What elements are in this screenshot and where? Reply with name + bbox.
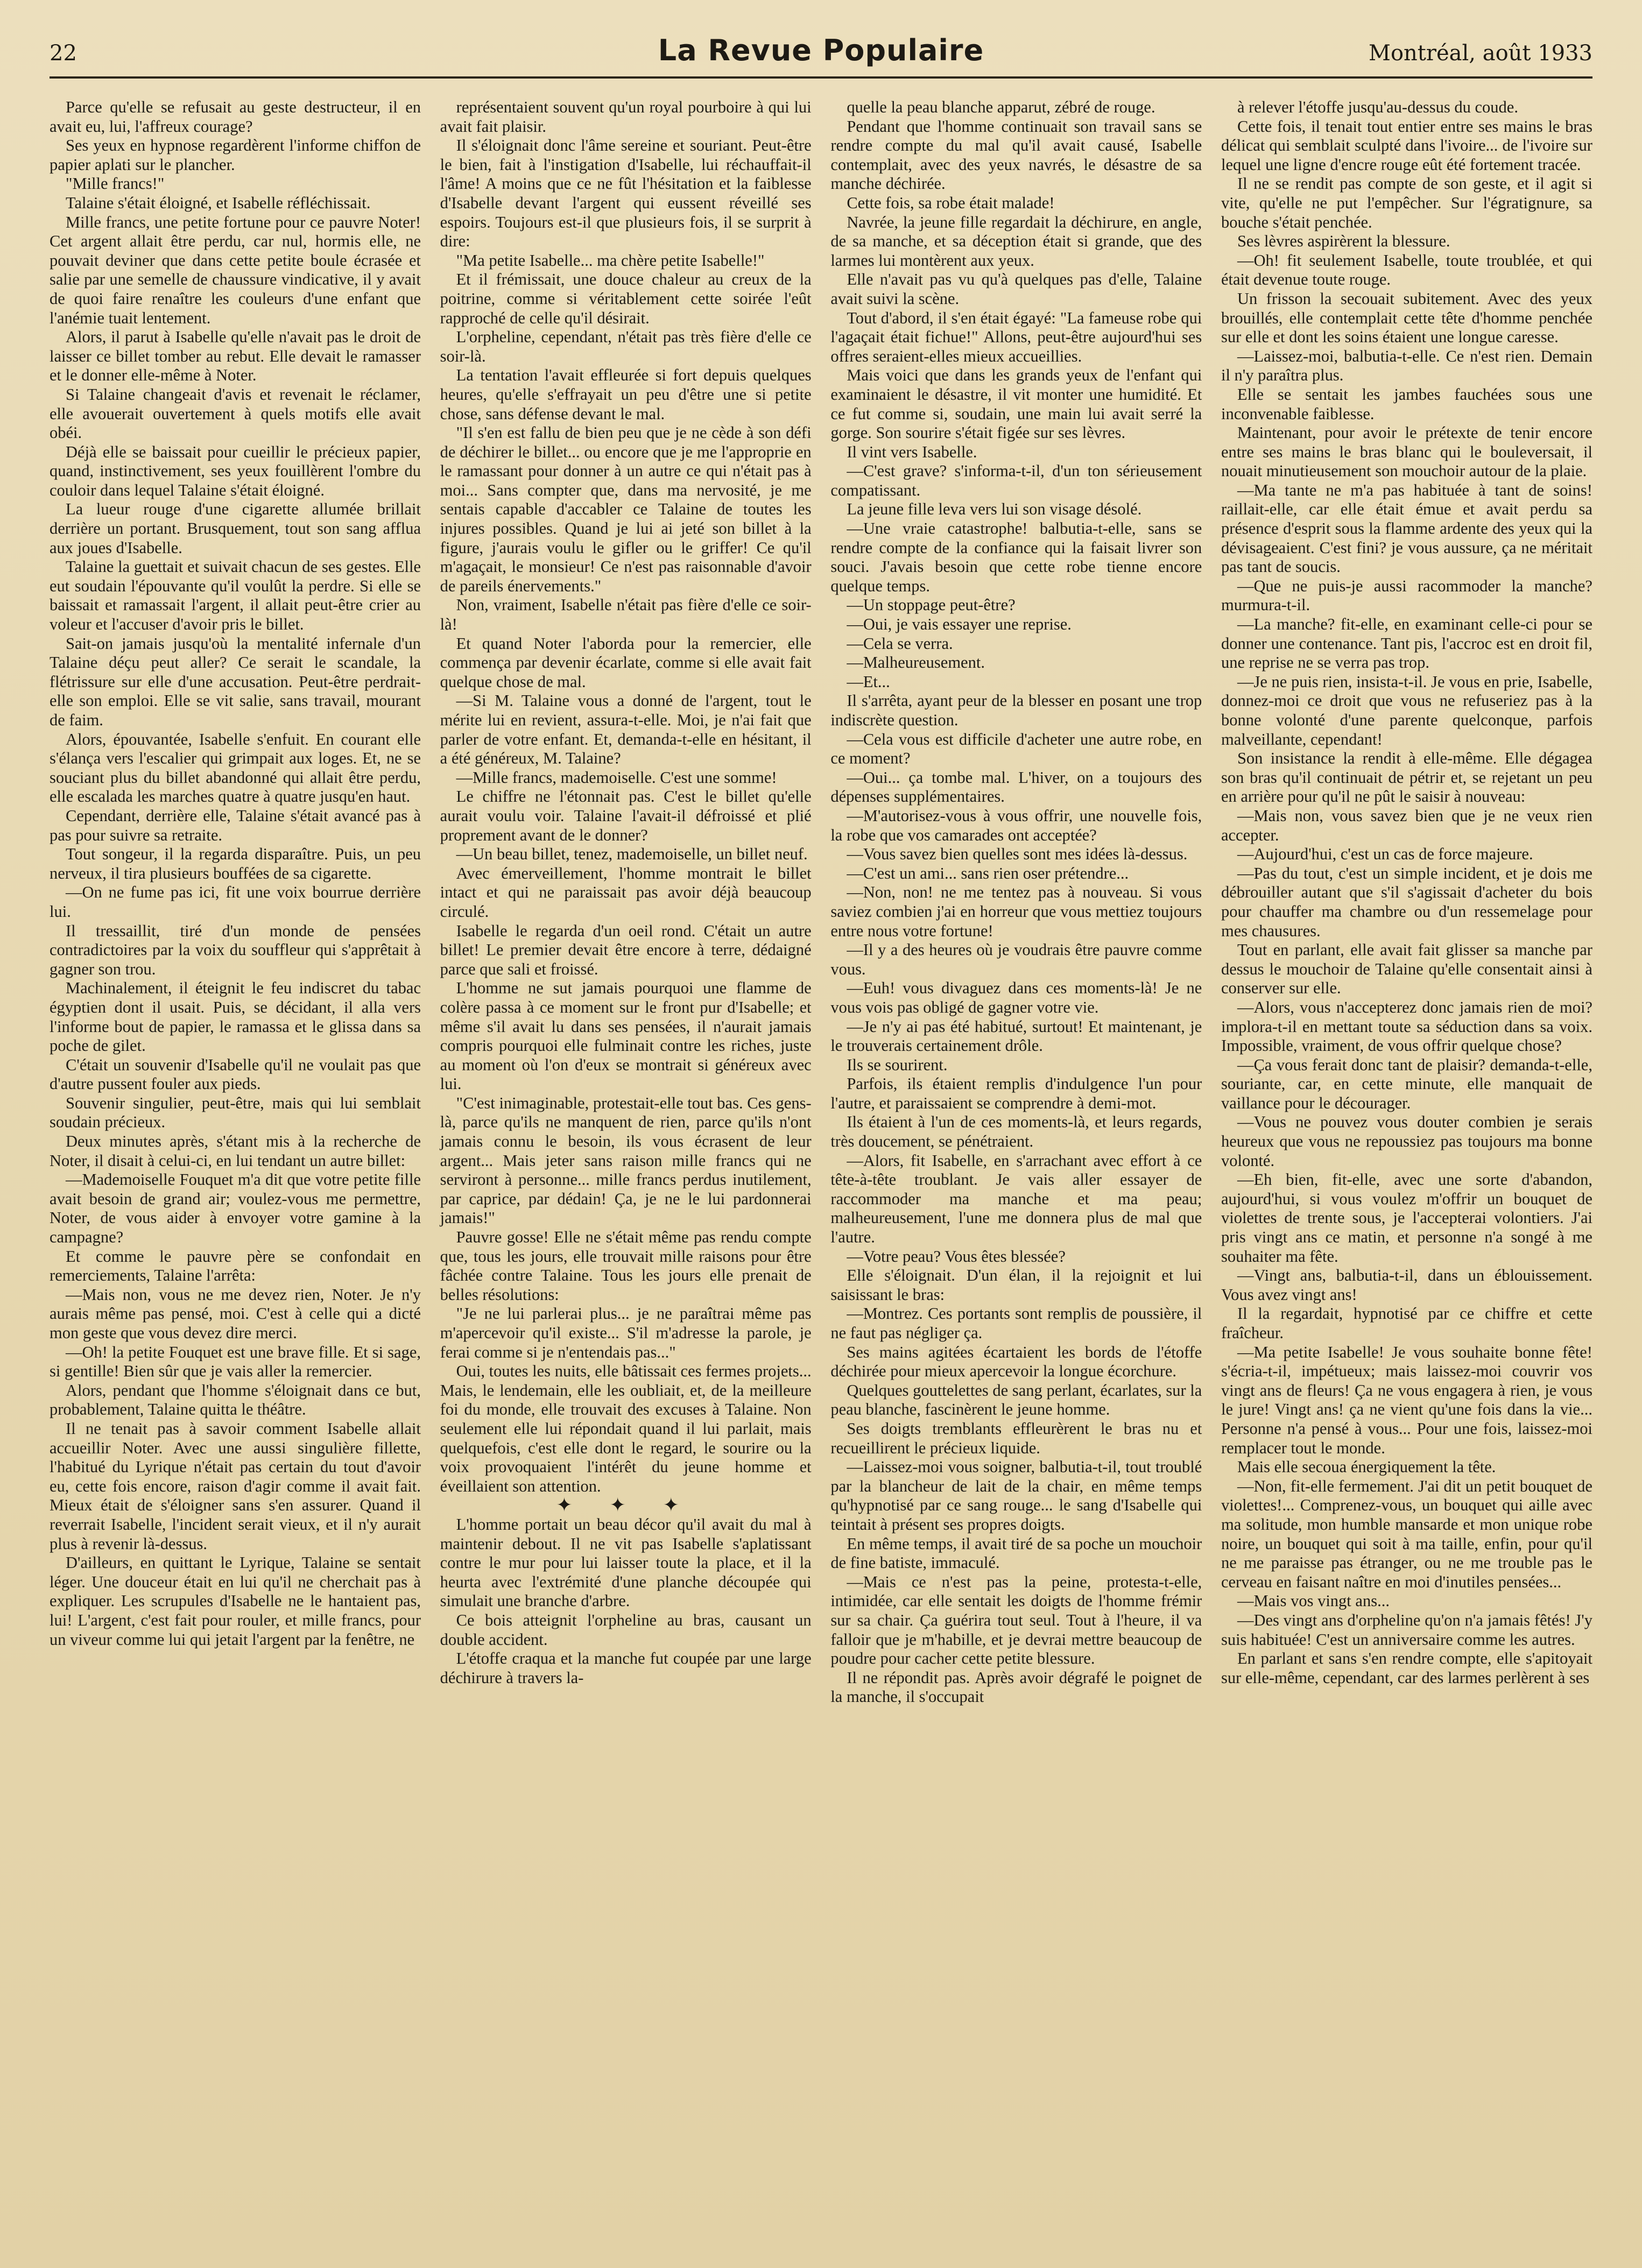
paragraph: —Que ne puis-je aussi racommoder la manche? murmura-t-il. — [1221, 576, 1592, 614]
paragraph: L'homme portait un beau décor qu'il avait du mal à maintenir debout. Il ne vit pas Isabelle s'aplatissant contre le mur pour lui laisser toute la place, et il la heurta avec l'extrémité d'une planche découpée qui simulait une branche d'arbre. — [440, 1515, 812, 1610]
paragraph: Pauvre gosse! Elle ne s'était même pas rendu compte que, tous les jours, elle trouvait mille raisons pour être fâchée contre Talaine. Tous les jours elle prenait de belles résolutions: — [440, 1228, 812, 1304]
paragraph: —Mais non, vous savez bien que je ne veux rien accepter. — [1221, 806, 1592, 844]
paragraph: Il la regardait, hypnotisé par ce chiffre et cette fraîcheur. — [1221, 1304, 1592, 1342]
paragraph: Ses doigts tremblants effleurèrent le bras nu et recueillirent le précieux liquide. — [830, 1419, 1202, 1457]
paragraph: représentaient souvent qu'un royal pourboire à qui lui avait fait plaisir. — [440, 98, 812, 136]
paragraph: —Il y a des heures où je voudrais être pauvre comme vous. — [830, 941, 1202, 978]
paragraph: Le chiffre ne l'étonnait pas. C'est le billet qu'elle aurait voulu voir. Talaine l'avait-il défroissé et plié proprement avant de le donner? — [440, 787, 812, 844]
paragraph: —Et... — [847, 672, 890, 691]
paragraph: —Mais non, vous ne me devez rien, Noter. Je n'y aurais même pas pensé, moi. C'est à celle qui a dicté mon geste que vous devez dire merci. — [50, 1285, 421, 1342]
paragraph: Cette fois, il tenait tout entier entre ses mains le bras délicat qui semblait sculpté dans l'ivoire... de l'ivoire sur lequel une ligne d'encre rouge eût été fortement tracée. — [1221, 117, 1592, 174]
paragraph: Tout en parlant, elle avait fait glisser sa manche par dessus le mouchoir de Talaine qu'elle consentait ainsi à conserver sur elle. — [1221, 941, 1592, 998]
paragraph: Mille francs, une petite fortune pour ce pauvre Noter! Cet argent allait être perdu, car nul, hormis elle, ne pouvait deviner que dans cette petite boule écrasée et salie par une semelle de chaussure vindicative, il y avait de quoi faire renaître les couleurs d'une enfant que l'anémie tuait lentement. — [50, 213, 421, 327]
paragraph: Alors, épouvantée, Isabelle s'enfuit. En courant elle s'élança vers l'escalier qui grimpait aux loges. Et, ne se souciant plus du billet abandonné qui allait être perdu, elle escalada les marches quatre à quatre jusqu'en haut. — [50, 730, 421, 806]
paragraph: —Mais vos vingt ans... — [1237, 1592, 1390, 1610]
paragraph: En parlant et sans s'en rendre compte, elle s'apitoyait sur elle-même, cependant, car des larmes perlèrent à ses — [1221, 1649, 1592, 1687]
text-column-3 — [830, 98, 1202, 2245]
paragraph: Il ne tenait pas à savoir comment Isabelle allait accueillir Noter. Avec une aussi singulière fillette, l'habitué du Lyrique n'était pas certain du tout d'avoir eu, cette fois encore, raison d'agir comme il avait fait. Mieux était de s'éloigner sans s'en assurer. Quand il reverrait Isabelle, l'incident serait vieux, et il n'y aurait plus à revenir là-dessus. — [50, 1419, 421, 1553]
paragraph: Il s'arrêta, ayant peur de la blesser en posant une trop indiscrète question. — [830, 691, 1202, 729]
paragraph: —Ma petite Isabelle! Je vous souhaite bonne fête! s'écria-t-il, impétueux; mais laissez-moi couvrir vos vingt ans de fleurs! Ça ne vous engagera à rien, je vous le jure! Vingt ans! ça ne vient qu'une fois dans la vie... Personne n'a pensé à vous... Pour une fois, laissez-moi remplacer tout le monde. — [1221, 1343, 1592, 1457]
paragraph: Et comme le pauvre père se confondait en remerciements, Talaine l'arrêta: — [50, 1247, 421, 1285]
paragraph: —Votre peau? Vous êtes blessée? — [847, 1247, 1066, 1266]
publication-title: La Revue Populaire — [658, 33, 984, 67]
paragraph: Sait-on jamais jusqu'où la mentalité infernale d'un Talaine déçu peut aller? Ce serait le scandale, la flétrissure sur elle d'une accusation. Peut-être perdrait-elle son emploi. Elle se vit salie, sans travail, mourant de faim. — [50, 634, 421, 729]
paragraph: La tentation l'avait effleurée si fort depuis quelques heures, qu'elle s'effrayait un peu d'être une si petite chose, sans défense devant le mal. — [440, 366, 812, 423]
paragraph: à relever l'étoffe jusqu'au-dessus du coude. — [1237, 98, 1518, 116]
paragraph: —Oui... ça tombe mal. L'hiver, on a toujours des dépenses supplémentaires. — [830, 768, 1202, 806]
paragraph: —Cela se verra. — [847, 634, 953, 653]
paragraph: L'homme ne sut jamais pourquoi une flamme de colère passa à ce moment sur le front pur d'Isabelle; et même s'il avait lu dans ses pensées, il n'aurait jamais compris pourquoi elle fulminait contre les riches, juste au moment où l'on d'eux se montrait si généreux avec lui. — [440, 979, 812, 1093]
paragraph: Si Talaine changeait d'avis et revenait le réclamer, elle avouerait ouvertement à quels motifs elle avait obéi. — [50, 385, 421, 442]
paragraph: L'étoffe craqua et la manche fut coupée par une large déchirure à travers la- — [440, 1649, 812, 1687]
issue-date: Montréal, août 1933 — [1368, 41, 1592, 66]
paragraph: —Malheureusement. — [847, 653, 985, 672]
paragraph: Talaine la guettait et suivait chacun de ses gestes. Elle eut soudain l'épouvante qu'il voulût la perdre. Si elle se baissait et ramassait l'argent, il allait peut-être crier au voleur et l'accuser d'avoir pris le billet. — [50, 557, 421, 634]
paragraph: —Ma tante ne m'a pas habituée à tant de soins! raillait-elle, car elle était émue et avait perdu sa présence d'esprit sous la flamme ardente des yeux qui la dévisageaient. C'est fini? je vous aussure, ça ne méritait pas tant de soucis. — [1221, 481, 1592, 576]
paragraph: —Aujourd'hui, c'est un cas de force majeure. — [1237, 845, 1533, 864]
paragraph: —Alors, vous n'accepterez donc jamais rien de moi? implora-t-il en mettant toute sa séduction dans sa voix. Impossible, vraiment, de vous offrir quelque chose? — [1221, 998, 1592, 1055]
paragraph: —Eh bien, fit-elle, avec une sorte d'abandon, aujourd'hui, si vous voulez m'offrir un bouquet de violettes de trente sous, je l'accepterai volontiers. J'ai pris vingt ans ce matin, et personne n'a songé à me souhaiter ma fête. — [1221, 1170, 1592, 1266]
paragraph: —Des vingt ans d'orpheline qu'on n'a jamais fêtés! J'y suis habituée! C'est un anniversaire comme les autres. — [1221, 1610, 1592, 1649]
paragraph: "Il s'en est fallu de bien peu que je ne cède à son défi de déchirer le billet... ou encore que je me l'approprie en le ramassant pour donner à un autre ce qui n'était pas à moi... Sans compter que, dans ma nervosité, je me sentais capable d'accabler ce Talaine de toutes les injures possibles. Quand je lui ai jeté son billet à la figure, j'aurais voulu le gifler ou le griffer! Ce qu'il m'agaçait, le monsieur! Ce n'est pas raisonnable d'avoir de pareils énervements." — [440, 423, 812, 595]
paragraph: Avec émerveillement, l'homme montrait le billet intact et qui ne paraissait pas avoir déjà beaucoup circulé. — [440, 864, 812, 921]
paragraph: —On ne fume pas ici, fit une voix bourrue derrière lui. — [50, 883, 421, 921]
paragraph: "C'est inimaginable, protestait-elle tout bas. Ces gens-là, parce qu'ils ne manquent de rien, parce qu'ils n'ont jamais connu le besoin, ils vous écrasent de leur argent... Mais jeter sans raison mille francs qui ne serviront à personne... mille francs perdus inutilement, par caprice, par dédain! Ça, je ne le lui pardonnerai jamais!" — [440, 1093, 812, 1227]
paragraph: —Un beau billet, tenez, mademoiselle, un billet neuf. — [456, 845, 808, 864]
paragraph: "Je ne lui parlerai plus... je ne paraîtrai même pas m'apercevoir qu'il existe... S'il m'adresse la parole, je ferai comme si je n'entendais pas..." — [440, 1304, 812, 1361]
paragraph: D'ailleurs, en quittant le Lyrique, Talaine se sentait léger. Une douceur était en lui qu'il ne cherchait pas à expliquer. Les scrupules d'Isabelle ne le hantaient pas, lui! L'argent, c'est fait pour rouler, et mille francs, pour un viveur comme lui qui jetait l'argent par la fenêtre, ne — [50, 1553, 421, 1649]
paragraph: —Non, fit-elle fermement. J'ai dit un petit bouquet de violettes!... Comprenez-vous, un bouquet qui aille avec ma solitude, mon humble mansarde et mon unique robe noire, un bouquet qui soit à ma taille, enfin, pour qu'il ne me paraisse pas étranger, ou ne me trouble pas le cerveau en faisant naître en moi d'inutiles pensées... — [1221, 1476, 1592, 1591]
paragraph: Oui, toutes les nuits, elle bâtissait ces fermes projets... Mais, le lendemain, elle les oubliait, et, de la meilleure foi du monde, elle trouvait des excuses à Talaine. Non seulement elle lui répondait quand il lui parlait, mais quelquefois, c'est elle dont le regard, le sourire ou la voix provoquaient l'intérêt du jeune homme et éveillaient son attention. — [440, 1362, 812, 1495]
paragraph: Mais elle secoua énergiquement la tête. — [1237, 1458, 1496, 1476]
paragraph: En même temps, il avait tiré de sa poche un mouchoir de fine batiste, immaculé. — [830, 1534, 1202, 1572]
paragraph: Ses mains agitées écartaient les bords de l'étoffe déchirée pour mieux apercevoir la longue écorchure. — [830, 1343, 1202, 1381]
paragraph: —Mais ce n'est pas la peine, protesta-t-elle, intimidée, car elle sentait les doigts de l'homme frémir sur sa chair. Ça guérira tout seul. Tout à l'heure, il va falloir que je m'habille, et je devrai mettre beaucoup de poudre pour cacher cette petite blessure. — [830, 1572, 1202, 1668]
paragraph: —Ça vous ferait donc tant de plaisir? demanda-t-elle, souriante, car, en cette minute, elle manquait de vaillance pour le décourager. — [1221, 1055, 1592, 1112]
paragraph: —Cela vous est difficile d'acheter une autre robe, en ce moment? — [830, 730, 1202, 768]
paragraph: —Vous ne pouvez vous douter combien je serais heureux que vous ne repoussiez pas toujours ma bonne volonté. — [1221, 1113, 1592, 1170]
paragraph: —Un stoppage peut-être? — [847, 596, 1016, 614]
paragraph: —Alors, fit Isabelle, en s'arrachant avec effort à ce tête-à-tête troublant. Je vais aller essayer de raccommoder ma manche et ma peau; malheureusement, l'une me donnera plus de mal que l'autre. — [830, 1151, 1202, 1247]
paragraph: C'était un souvenir d'Isabelle qu'il ne voulait pas que d'autre pussent fouler aux pieds. — [50, 1055, 421, 1093]
paragraph: —Si M. Talaine vous a donné de l'argent, tout le mérite lui en revient, assura-t-elle. Moi, je n'ai fait que parler de votre enfant. Et, demanda-t-elle en hésitant, il a été généreux, M. Talaine? — [440, 691, 812, 768]
paragraph: —Vous savez bien quelles sont mes idées là-dessus. — [847, 845, 1188, 864]
paragraph: Tout songeur, il la regarda disparaître. Puis, un peu nerveux, il tira plusieurs bouffées de sa cigarette. — [50, 845, 421, 882]
paragraph: Non, vraiment, Isabelle n'était pas fière d'elle ce soir-là! — [440, 596, 812, 634]
paragraph: —Laissez-moi vous soigner, balbutia-t-il, tout troublé par la blancheur de lait de la chair, en même temps qu'hypnotisé par ce sang rouge... le sang d'Isabelle qui teintait à présent ses propres doigts. — [830, 1458, 1202, 1534]
paragraph: —La manche? fit-elle, en examinant celle-ci pour se donner une contenance. Tant pis, l'accroc est en droit fil, une reprise ne se verra pas trop. — [1221, 615, 1592, 672]
paragraph: Elle n'avait pas vu qu'à quelques pas d'elle, Talaine avait suivi la scène. — [830, 270, 1202, 308]
paragraph: Isabelle le regarda d'un oeil rond. C'était un autre billet! Le premier devait être encore à terre, dédaigné parce que sali et froissé. — [440, 921, 812, 978]
paragraph: L'orpheline, cependant, n'était pas très fière d'elle ce soir-là. — [440, 328, 812, 365]
paragraph: Déjà elle se baissait pour cueillir le précieux papier, quand, instinctivement, ses yeux fouillèrent l'ombre du couloir dans lequel Talaine s'était éloigné. — [50, 442, 421, 499]
paragraph: —Euh! vous divaguez dans ces moments-là! Je ne vous vois pas obligé de gagner votre vie. — [830, 979, 1202, 1016]
paragraph: Son insistance la rendit à elle-même. Elle dégagea son bras qu'il continuait de pétrir et, se rejetant un peu en arrière pour qu'il ne pût le saisir à nouveau: — [1221, 749, 1592, 806]
paragraph: —C'est grave? s'informa-t-il, d'un ton sérieusement compatissant. — [830, 462, 1202, 499]
paragraph: —Non, non! ne me tentez pas à nouveau. Si vous saviez combien j'ai en horreur que vous mettiez toujours entre nous votre fortune! — [830, 883, 1202, 940]
paragraph: —Oh! la petite Fouquet est une brave fille. Et si sage, si gentille! Bien sûr que je vais aller la remercier. — [50, 1343, 421, 1381]
paragraph: —Pas du tout, c'est un simple incident, et je dois me débrouiller autant que s'il s'agissait d'acheter du bois pour chauffer ma chambre ou d'un ressemelage pour mes chausures. — [1221, 864, 1592, 940]
text-column-1 — [50, 98, 421, 2245]
paragraph: —Mille francs, mademoiselle. C'est une somme! — [456, 768, 777, 787]
paragraph: quelle la peau blanche apparut, zébré de rouge. — [847, 98, 1155, 116]
page-header — [50, 33, 1592, 79]
paragraph: Il ne se rendit pas compte de son geste, et il agit si vite, qu'elle ne put l'empêcher. Sur l'égratignure, sa bouche s'était penchée. — [1221, 174, 1592, 231]
paragraph: Et quand Noter l'aborda pour la remercier, elle commença par devenir écarlate, comme si elle avait fait quelque chose de mal. — [440, 634, 812, 691]
paragraph: La lueur rouge d'une cigarette allumée brillait derrière un portant. Brusquement, tout son sang afflua aux joues d'Isabelle. — [50, 500, 421, 557]
paragraph: Talaine s'était éloigné, et Isabelle réfléchissait. — [66, 193, 371, 212]
page-number: 22 — [50, 41, 77, 66]
paragraph: Ses lèvres aspirèrent la blessure. — [1237, 232, 1450, 251]
paragraph: —Oh! fit seulement Isabelle, toute troublée, et qui était devenue toute rouge. — [1221, 251, 1592, 289]
paragraph: —Une vraie catastrophe! balbutia-t-elle, sans se rendre compte de la confiance qui la faisait livrer son souci. J'avais besoin que cette robe tienne encore quelque temps. — [830, 519, 1202, 595]
paragraph: Ils se sourirent. — [847, 1055, 948, 1074]
paragraph: Cependant, derrière elle, Talaine s'était avancé pas à pas pour suivre sa retraite. — [50, 806, 421, 844]
paragraph: Cette fois, sa robe était malade! — [847, 193, 1055, 212]
paragraph: —Vingt ans, balbutia-t-il, dans un éblouissement. Vous avez vingt ans! — [1221, 1266, 1592, 1304]
paragraph: Il s'éloignait donc l'âme sereine et souriant. Peut-être le bien, fait à l'instigation d'Isabelle, lui réchauffait-il l'âme! A moins que ce ne fût l'hésitation et la faiblesse d'Isabelle devant l'argent qui eussent réveillé ses espoirs. Toujours est-il que plusieurs fois, il se surprit à dire: — [440, 136, 812, 251]
paragraph: —Mademoiselle Fouquet m'a dit que votre petite fille avait besoin de grand air; voulez-vous me permettre, Noter, de vous aider à envoyer votre gamine à la campagne? — [50, 1170, 421, 1247]
paragraph: —Oui, je vais essayer une reprise. — [847, 615, 1072, 634]
text-column-2 — [440, 98, 812, 2245]
paragraph: Ses yeux en hypnose regardèrent l'informe chiffon de papier aplati sur le plancher. — [50, 136, 421, 174]
paragraph: Machinalement, il éteignit le feu indiscret du tabac égyptien dont il usait. Puis, se décidant, il alla vers l'informe bout de papier, le ramassa et le glissa dans sa poche de gilet. — [50, 979, 421, 1055]
paragraph: —Je n'y ai pas été habitué, surtout! Et maintenant, je le trouverais certainement drôle. — [830, 1017, 1202, 1055]
paragraph: Tout d'abord, il s'en était égayé: "La fameuse robe qui l'agaçait était fichue!" Allons, peut-être aujourd'hui ses offres seraient-elles mieux accueillies. — [830, 308, 1202, 365]
paragraph: —C'est un ami... sans rien oser prétendre... — [847, 864, 1129, 882]
paragraph: Il vint vers Isabelle. — [847, 442, 977, 461]
paragraph: Alors, il parut à Isabelle qu'elle n'avait pas le droit de laisser ce billet tomber au rebut. Elle devait le ramasser et le donner elle-même à Noter. — [50, 328, 421, 385]
paragraph: Maintenant, pour avoir le prétexte de tenir encore entre ses mains le bras blanc qui le bouleversait, il nouait minutieusement son mouchoir autour de la plaie. — [1221, 423, 1592, 481]
paragraph: —Je ne puis rien, insista-t-il. Je vous en prie, Isabelle, donnez-moi ce droit que vous ne refuseriez pas à la bonne volonté d'une parente quelconque, parfois malveillante, cependant! — [1221, 672, 1592, 748]
paragraph: Pendant que l'homme continuait son travail sans se rendre compte du mal qu'il avait causé, Isabelle contemplait, avec des yeux navrés, le désastre de sa manche déchirée. — [830, 117, 1202, 193]
paragraph: Et il frémissait, une douce chaleur au creux de la poitrine, comme si véritablement cette soirée l'eût rapproché de celle qu'il désirait. — [440, 270, 812, 327]
paragraph: Il tressaillit, tiré d'un monde de pensées contradictoires par la voix du souffleur qui s'apprêtait à gagner son trou. — [50, 921, 421, 978]
paragraph: Parfois, ils étaient remplis d'indulgence l'un pour l'autre, et paraissaient se comprendre à demi-mot. — [830, 1075, 1202, 1112]
paragraph: Deux minutes après, s'étant mis à la recherche de Noter, il disait à celui-ci, en lui tendant un autre billet: — [50, 1132, 421, 1170]
paragraph: Elle se sentait les jambes fauchées sous une inconvenable faiblesse. — [1221, 385, 1592, 423]
section-separator: ✦ ✦ ✦ — [556, 1494, 695, 1516]
paragraph: Quelques gouttelettes de sang perlant, écarlates, sur la peau blanche, fascinèrent le jeune homme. — [830, 1381, 1202, 1419]
paragraph: Alors, pendant que l'homme s'éloignait dans ce but, probablement, Talaine quitta le théâtre. — [50, 1381, 421, 1419]
paragraph: Il ne répondit pas. Après avoir dégrafé le poignet de la manche, il s'occupait — [830, 1668, 1202, 1706]
article-columns — [50, 98, 1592, 2245]
paragraph: La jeune fille leva vers lui son visage désolé. — [847, 500, 1142, 519]
paragraph: Ils étaient à l'un de ces moments-là, et leurs regards, très doucement, se pénétraient. — [830, 1113, 1202, 1151]
paragraph: Parce qu'elle se refusait au geste destructeur, il en avait eu, lui, l'affreux courage? — [50, 98, 421, 136]
paragraph: Souvenir singulier, peut-être, mais qui lui semblait soudain précieux. — [50, 1093, 421, 1132]
paragraph: Un frisson la secouait subitement. Avec des yeux brouillés, elle contemplait cette tête d'homme penchée sur elle et dont les soins étaient une longue caresse. — [1221, 289, 1592, 347]
paragraph: Mais voici que dans les grands yeux de l'enfant qui examinaient le désastre, il vit monter une humidité. Et ce fut comme si, soudain, une main lui avait serré la gorge. Son sourire s'était figée sur ses lèvres. — [830, 366, 1202, 442]
paragraph: —Laissez-moi, balbutia-t-elle. Ce n'est rien. Demain il n'y paraîtra plus. — [1221, 347, 1592, 385]
paragraph: —M'autorisez-vous à vous offrir, une nouvelle fois, la robe que vos camarades ont acceptée? — [830, 806, 1202, 844]
paragraph: "Mille francs!" — [66, 174, 165, 193]
paragraph: Ce bois atteignit l'orpheline au bras, causant un double accident. — [440, 1610, 812, 1649]
paragraph: Navrée, la jeune fille regardait la déchirure, en angle, de sa manche, et sa déception était si grande, que des larmes lui montèrent aux yeux. — [830, 213, 1202, 270]
paragraph: "Ma petite Isabelle... ma chère petite Isabelle!" — [456, 251, 765, 270]
text-column-4 — [1221, 98, 1592, 2245]
paragraph: —Montrez. Ces portants sont remplis de poussière, il ne faut pas négliger ça. — [830, 1304, 1202, 1342]
paragraph: Elle s'éloignait. D'un élan, il la rejoignit et lui saisissant le bras: — [830, 1266, 1202, 1304]
